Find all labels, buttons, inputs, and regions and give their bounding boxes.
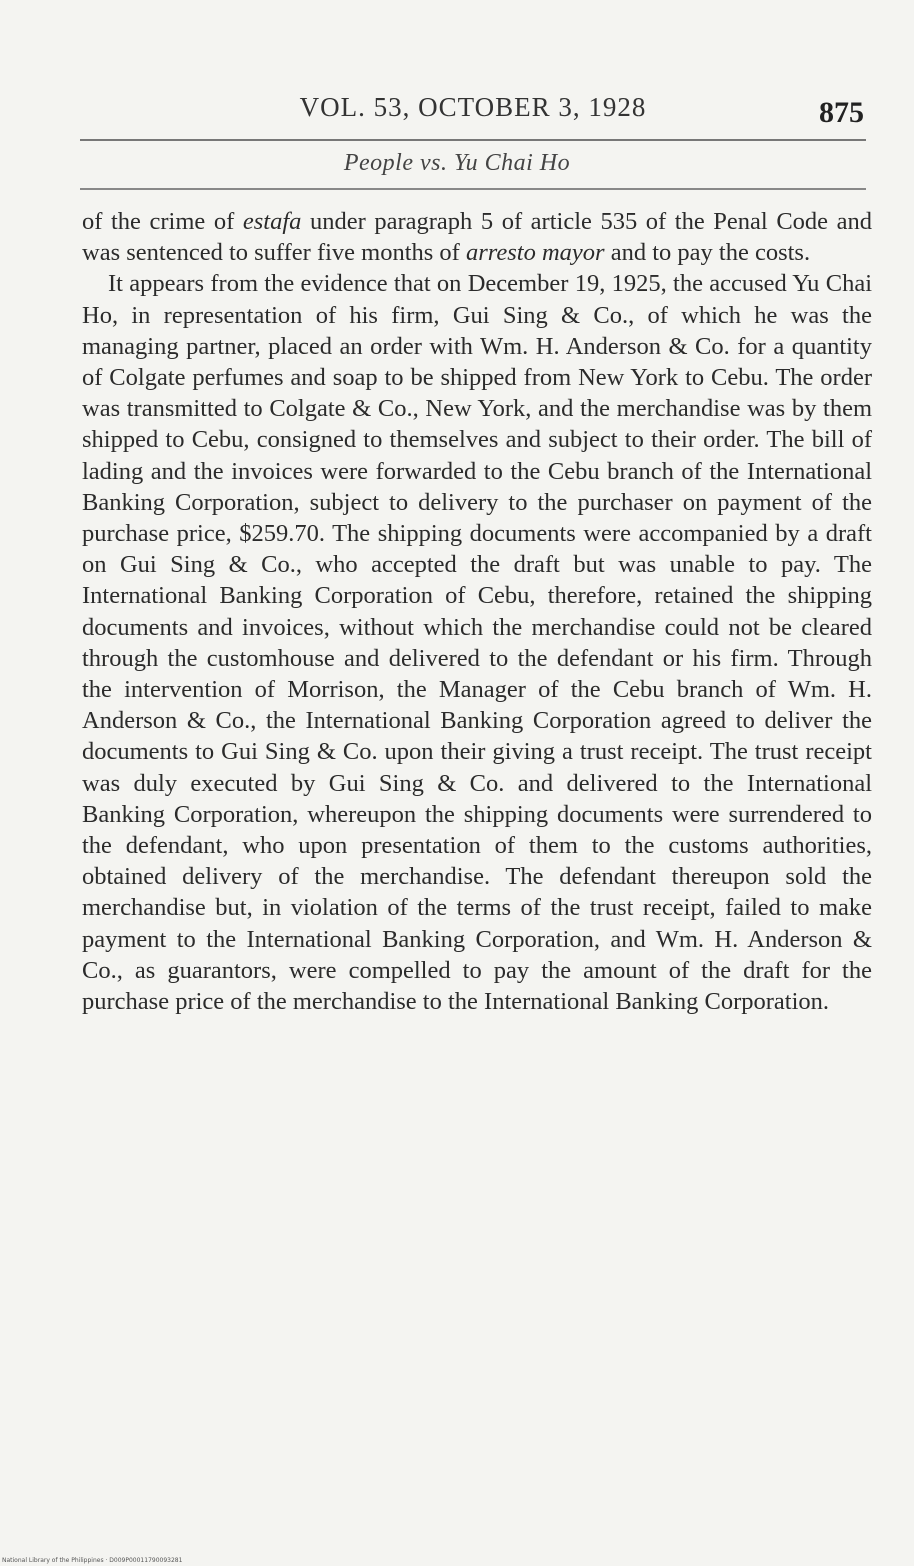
case-title: People vs. Yu Chai Ho: [343, 150, 571, 176]
p1-italic-estafa: estafa: [242, 208, 302, 235]
p1-text-2: under paragraph 5 of article 535 of the Penal Code and was sentenced to suffer five months of: [82, 208, 872, 267]
p1-italic-arresto-mayor: arresto mayor: [465, 239, 605, 267]
paragraph-2: It appears from the evidence that on December 19, 1925, the accused Yu Chai Ho, in representation of his firm, Gui Sing & Co., of which he was the managing partner, placed an order with Wm. H. Anderson & Co. for a quantity of Colgate perfumes and soap to be shipped from New York to Cebu. The order was transmitted to Colgate & Co., New York, and the merchandise was by them shipped to Cebu, consigned to themselves and subject to their order. The bill of lading and the invoices were forwarded to the Cebu branch of the International Banking Corporation, subject to delivery to the purchaser on payment of the purchase price, $259.70. The shipping documents were accompanied by a draft on Gui Sing & Co., who accepted the draft but was unable to pay. The International Banking Corporation of Cebu, therefore, retained the shipping documents and invoices, without which the merchandise could not be cleared through the customhouse and delivered to the defendant or his firm. Through the intervention of Morrison, the Manager of the Cebu branch of Wm. H. Anderson & Co., the International Banking Corporation agreed to deliver the documents to Gui Sing & Co. upon their giving a trust receipt. The trust receipt was duly executed by Gui Sing & Co. and delivered to the International Banking Corporation, whereupon the shipping documents were surrendered to the defendant, who upon presentation of them to the customs authorities, obtained delivery of the merchandise. The defendant thereupon sold the merchandise but, in violation of the terms of the trust receipt, failed to make payment to the International Banking Corporation, and Wm. H. Anderson & Co., as guarantors, were compelled to pay the amount of the draft for the purchase price of the merchandise to the International Banking Corporation.: [82, 270, 872, 1016]
body-text: [82, 206, 872, 1017]
p1-text-3: and to pay the costs.: [604, 239, 811, 267]
volume-line: VOL. 53, OCTOBER 3, 1928: [299, 92, 647, 122]
footer-credit: National Library of the Philippines · D009P00011790093281: [2, 1557, 183, 1564]
page-number: 875: [819, 96, 864, 129]
header-rule-top: [80, 139, 866, 141]
p1-text-1: of the crime of: [82, 208, 243, 235]
paragraph-1: [82, 206, 872, 268]
header-rule-bottom: [80, 188, 866, 190]
running-head: [78, 86, 868, 136]
